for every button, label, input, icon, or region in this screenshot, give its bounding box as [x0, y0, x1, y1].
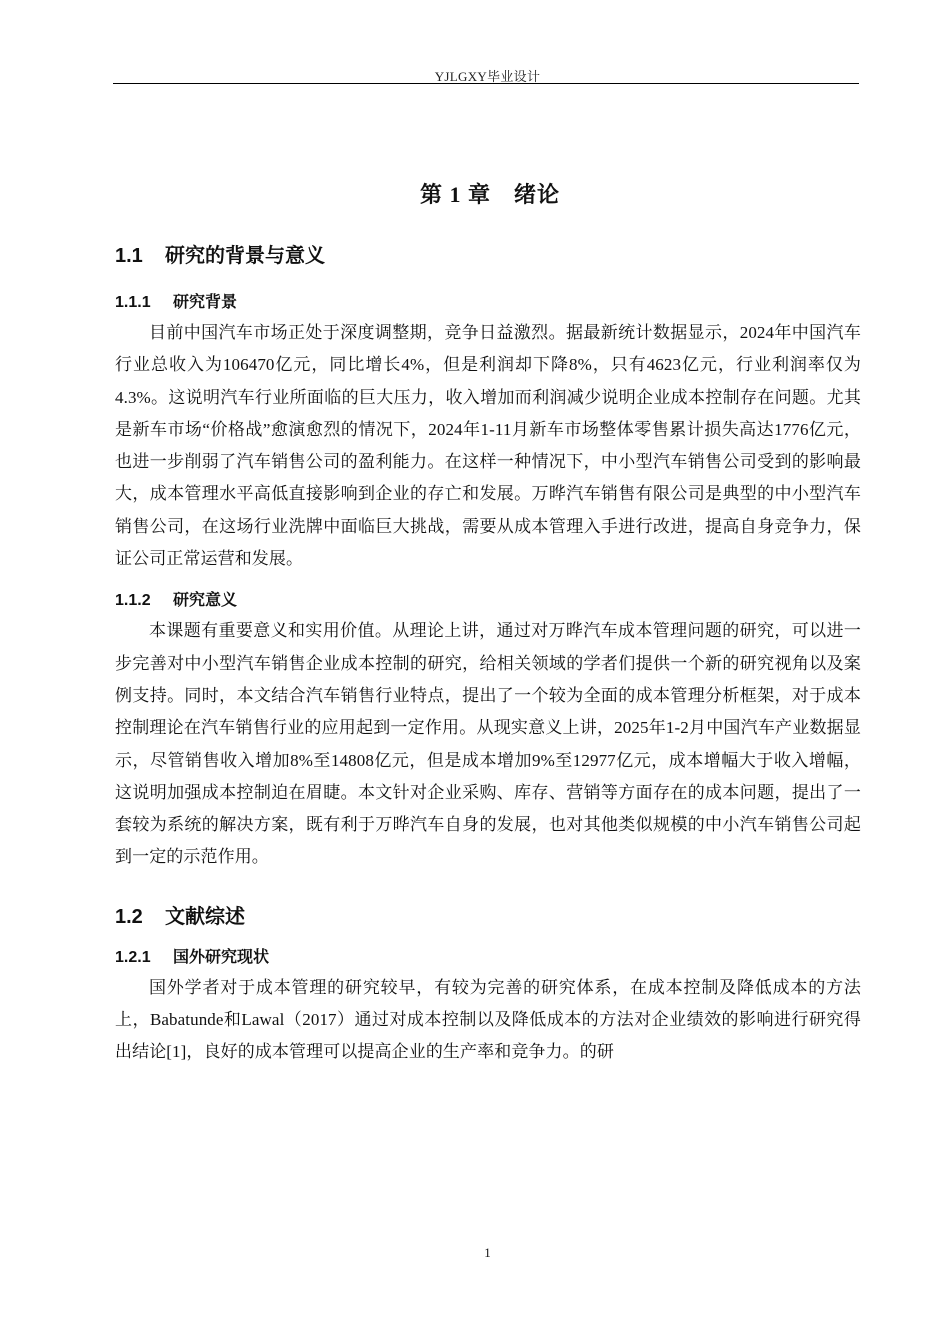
page-body — [115, 170, 861, 1069]
chapter-title: 第 1 章 绪论 — [419, 182, 560, 207]
page-number: 1 — [484, 1245, 491, 1260]
subsection-title: 国外研究现状 — [173, 948, 270, 966]
section-title: 文献综述 — [165, 905, 245, 928]
paragraph-foreign-research: 国外学者对于成本管理的研究较早，有较为完善的研究体系，在成本控制及降低成本的方法上，Babatunde和Lawal（2017）通过对成本控制以及降低成本的方法对企业绩效的影响进行研究得出结论[1]，良好的成本管理可以提高企业的生产率和竞争力。的研 — [115, 977, 861, 1062]
subsection-number: 1.1.2 — [115, 592, 151, 610]
header-rule — [113, 83, 859, 84]
section-heading-1-1 — [115, 239, 861, 273]
section-title: 研究的背景与意义 — [165, 245, 325, 267]
section-number: 1.2 — [115, 905, 143, 928]
subsection-title: 研究背景 — [173, 294, 238, 311]
subsection-heading-1-2-1 — [115, 944, 861, 972]
paragraph-research-significance: 本课题有重要意义和实用价值。从理论上讲，通过对万晔汽车成本管理问题的研究，可以进一步完善对中小型汽车销售企业成本控制的研究，给相关领域的学者们提供一个新的研究视角以及案例支持。同时，本文结合汽车销售行业特点，提出了一个较为全面的成本管理分析框架，对于成本控制理论在汽车销售行业的应用起到一定作用。从现实意义上讲，2025年1-2月中国汽车产业数据显示，尽管销售收入增加8%至14808亿元，但是成本增加9%至12977亿元，成本增幅大于收入增幅，这说明加强成本控制迫在眉睫。本文针对企业采购、库存、营销等方面存在的成本问题，提出了一套较为系统的解决方案，既有利于万晔汽车自身的发展，也对其他类似规模的中小汽车销售公司起到一定的示范作用。 — [115, 621, 861, 867]
running-header: YJLGXY毕业设计 — [434, 69, 541, 84]
subsection-number: 1.1.1 — [115, 294, 151, 311]
subsection-heading-1-1-1 — [115, 289, 861, 317]
subsection-title: 研究意义 — [173, 592, 238, 610]
section-number: 1.1 — [115, 245, 143, 267]
subsection-number: 1.2.1 — [115, 948, 151, 966]
subsection-heading-1-1-2 — [115, 587, 861, 615]
paragraph-research-background: 目前中国汽车市场正处于深度调整期，竞争日益激烈。据最新统计数据显示，2024年中国汽车行业总收入为106470亿元，同比增长4%，但是利润却下降8%，只有4623亿元，行业利润率仅为4.3%。这说明汽车行业所面临的巨大压力，收入增加而利润减少说明企业成本控制存在问题。尤其是新车市场“价格战”愈演愈烈的情况下，2024年1-11月新车市场整体零售累计损失高达1776亿元，也进一步削弱了汽车销售公司的盈利能力。在这样一种情况下，中小型汽车销售公司受到的影响最大，成本管理水平高低直接影响到企业的存亡和发展。万晔汽车销售有限公司是典型的中小型汽车销售公司，在这场行业洗牌中面临巨大挑战，需要从成本管理入手进行改进，提高自身竞争力，保证公司正常运营和发展。 — [115, 323, 861, 569]
section-heading-1-2 — [115, 900, 861, 934]
